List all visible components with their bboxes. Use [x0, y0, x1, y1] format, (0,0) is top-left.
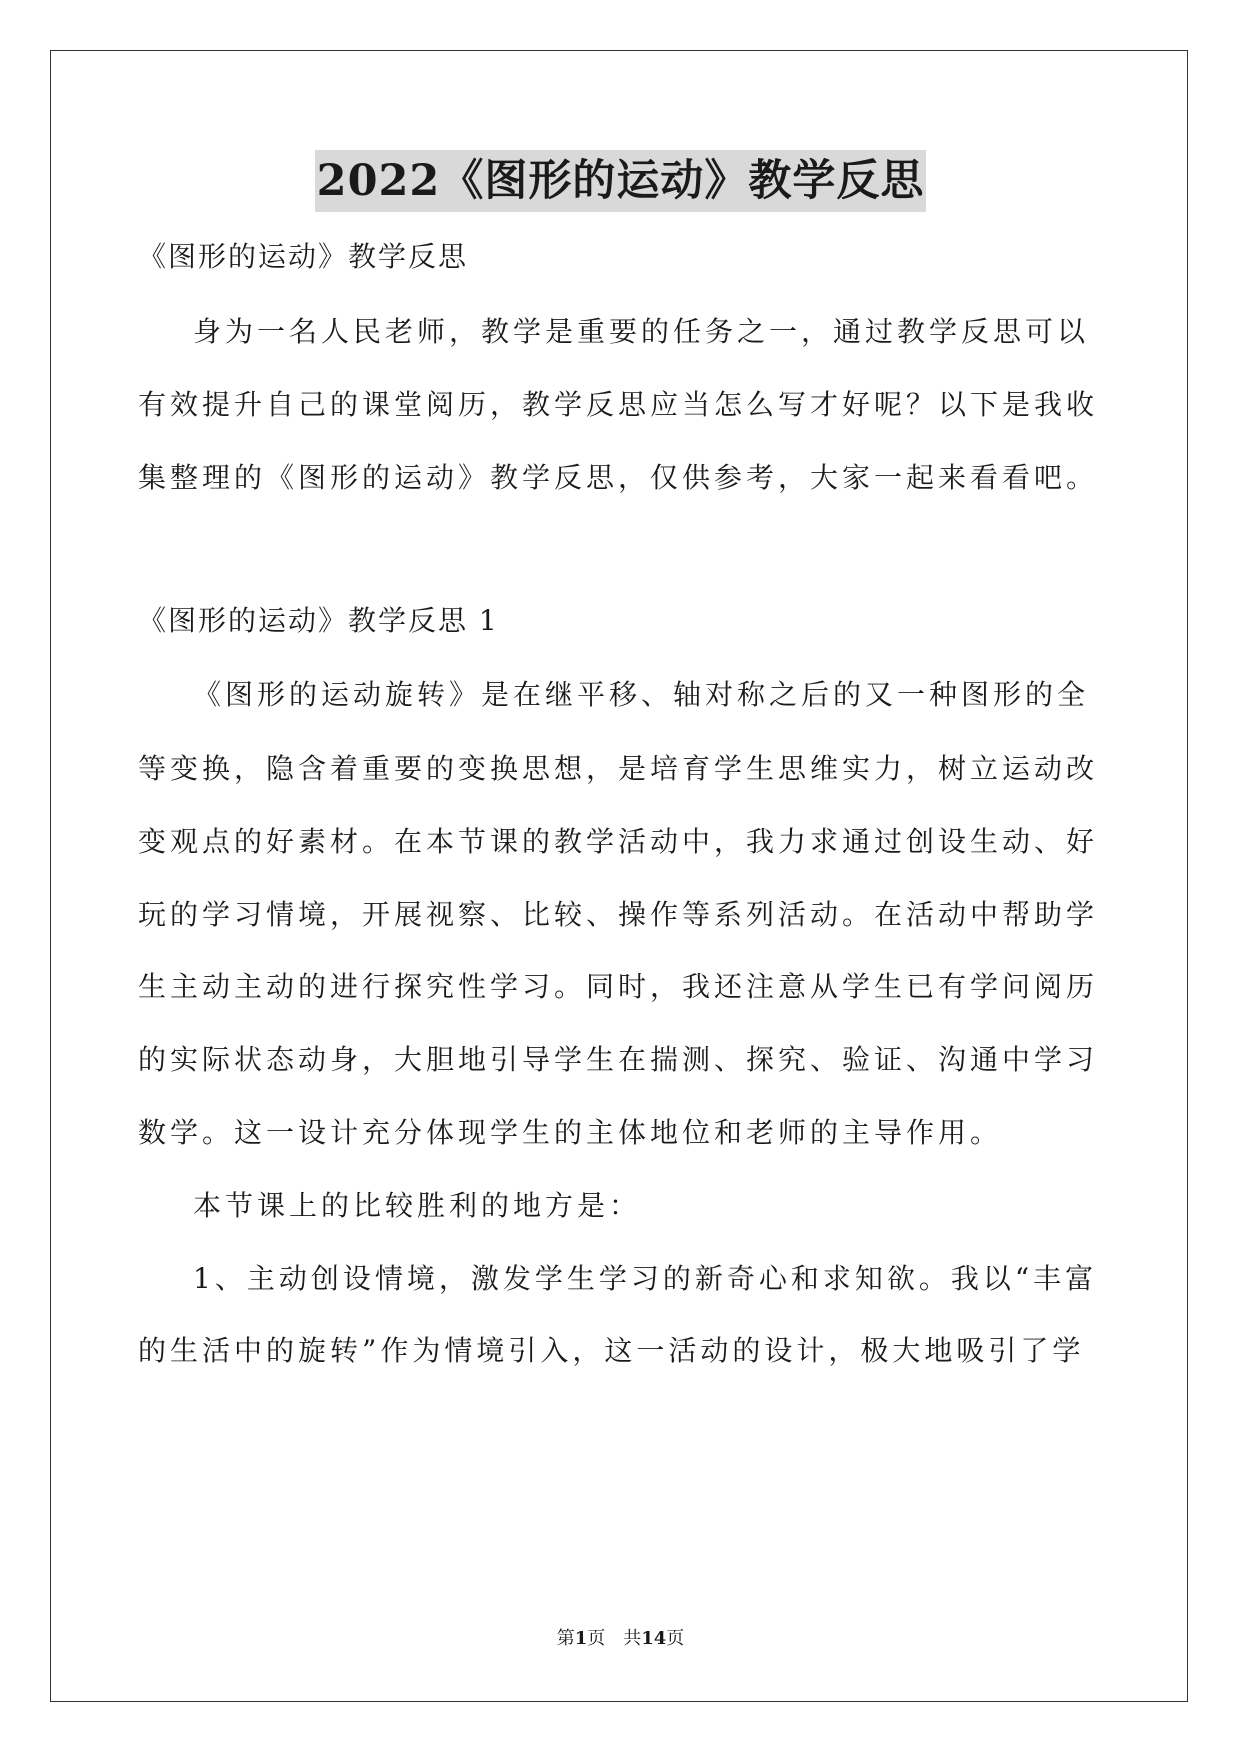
body-line: 数学。这一设计充分体现学生的主体地位和老师的主导作用。 — [138, 1116, 1003, 1149]
body-line: 生主动主动的进行探究性学习。同时，我还注意从学生已有学问阅历 — [138, 970, 1099, 1003]
page-border — [50, 50, 1188, 1702]
title-wrapper — [0, 150, 1241, 212]
body-line: 《图形的运动旋转》是在继平移、轴对称之后的又一种图形的全 — [193, 678, 1090, 711]
section-heading: 《图形的运动》教学反思 1 — [138, 604, 499, 637]
body-line: 玩的学习情境，开展视察、比较、操作等系列活动。在活动中帮助学 — [138, 898, 1099, 931]
point-line: 的生活中的旋转”作为情境引入，这一活动的设计，极大地吸引了学 — [138, 1334, 1085, 1367]
intro-line: 集整理的《图形的运动》教学反思，仅供参考，大家一起来看看吧。 — [138, 461, 1099, 494]
document-subtitle: 《图形的运动》教学反思 — [138, 240, 469, 273]
document-title: 2022《图形的运动》教学反思 — [315, 150, 927, 212]
body-line: 等变换，隐含着重要的变换思想，是培育学生思维实力，树立运动改 — [138, 752, 1099, 785]
body-line: 的实际状态动身，大胆地引导学生在揣测、探究、验证、沟通中学习 — [138, 1043, 1099, 1076]
intro-line: 有效提升自己的课堂阅历，教学反思应当怎么写才好呢？以下是我收 — [138, 388, 1099, 421]
footer-page-suffix: 页 — [666, 1628, 685, 1649]
body-line: 变观点的好素材。在本节课的教学活动中，我力求通过创设生动、好 — [138, 825, 1099, 858]
footer-page-current: 1 — [574, 1628, 588, 1649]
footer-page-mid: 页 共 — [587, 1628, 642, 1649]
page-footer — [0, 1628, 1241, 1650]
intro-line: 身为一名人民老师，教学是重要的任务之一，通过教学反思可以 — [193, 315, 1090, 348]
footer-page-total: 14 — [641, 1628, 667, 1649]
point-line: 1、主动创设情境，激发学生学习的新奇心和求知欲。我以“丰富 — [193, 1262, 1098, 1295]
footer-page-prefix: 第 — [556, 1628, 575, 1649]
success-intro-line: 本节课上的比较胜利的地方是： — [193, 1189, 642, 1222]
